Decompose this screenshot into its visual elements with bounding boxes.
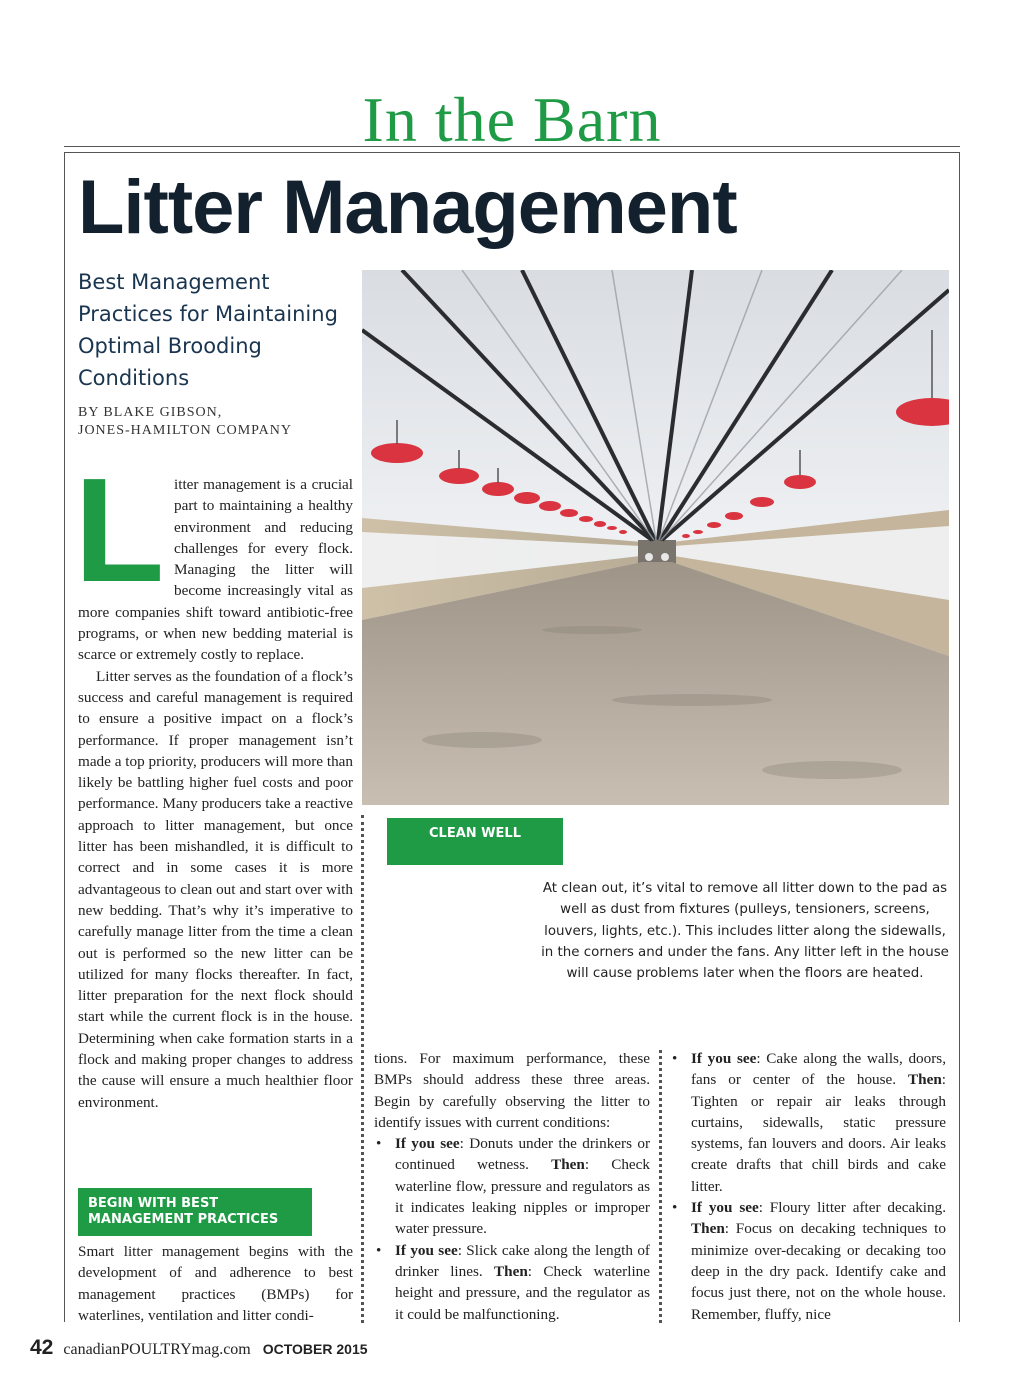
footer-date: OCTOBER 2015 [262,1341,368,1357]
section-heading: In the Barn [362,84,662,155]
intro-paragraph-1: itter management is a crucial part to maintaining a healthy environment and reducing challenges for every flock. Managing the litter will become increasingly vital as more companies shift toward antibiotic-free programs, or when new bedding material is scarce or extremely costly to replace. [78,476,353,664]
bullet-icon: • [376,1241,382,1259]
col3-bullet-list [670,1048,946,1325]
barn-photo-illustration [362,270,949,805]
list-item [670,1048,946,1197]
footer-site: canadianPOULTRYmag.com [63,1341,251,1358]
intro-paragraph-2: Litter serves as the foundation of a flock’s success and careful management is required to ensure a positive impact on a flock’s performance. If proper management isn’t made a top priority, producers will more than likely be battling higher fuel costs and poor performance. Many producers take a reactive approach to litter management, but once litter has been mishandled, it is difficult to correct and in some cases it is more advantageous to clean out and start over with new bedding. That’s why it’s imperative to carefully manage litter from the time a clean out is performed so the new litter can be utilized for many flocks thereafter. In fact, litter preparation for the next flock should start while the current flock is in the house. Determining when cake formation starts in a flock and making proper changes to address the cause will ensure a much healthier floor environment. [78,667,353,1111]
column-divider-left [361,815,364,1323]
bullet-then-text: : Check waterline flow, pressure and regulators as it indicates leaking nipples or improper water pressure. [395,1156,650,1238]
bullet-see-text: : Floury litter after decaking. [758,1199,946,1217]
bullet-then-label: Then [494,1262,528,1280]
bullet-see-label: If you see [691,1199,759,1217]
byline [78,404,368,440]
column-2 [374,1048,650,1325]
column-3 [670,1048,946,1325]
bullet-see-text: : Donuts under the drinkers or continued wetness. [395,1135,650,1174]
bullet-icon: • [672,1199,678,1217]
header-rule [64,146,960,147]
byline-company: JONES-HAMILTON COMPANY [78,423,293,438]
intro-column [74,448,353,1113]
page-footer [30,1336,368,1360]
bullet-then-label: Then [691,1220,725,1238]
bmp-paragraph: Smart litter management begins with the development of and adherence to best management practices (BMPs) for waterlines, ventilation and litter condi- [78,1243,353,1324]
list-item [670,1197,946,1325]
byline-author: BY BLAKE GIBSON, [78,405,223,420]
bullet-then-label: Then [551,1156,585,1174]
article-title: Litter Management [78,165,737,250]
bullet-then-label: Then [908,1071,942,1089]
col2-bullet-list [374,1133,650,1325]
column-divider-right [659,1050,662,1323]
bullet-see-text: : Slick cake along the length of drinker lines. [395,1241,650,1280]
bullet-see-label: If you see [395,1135,460,1153]
bullet-see-text: : Cake along the walls, doors, fans or center of the house. [691,1050,946,1089]
col2-intro: tions. For maximum performance, these BMPs should address these three areas. Begin by carefully observing the litter to identify issues with current conditions: [374,1050,650,1131]
bullet-then-text: : Check waterline height and pressure, and the regulator as it could be malfunctioning. [395,1262,650,1323]
bullet-see-label: If you see [395,1241,458,1259]
callout-text: At clean out, it’s vital to remove all litter down to the pad as well as dust from fixtures (pulleys, tensioners, screens, louvers, lights, etc.). This includes litter along the sidewalls, in the corners and under the fans. Any litter left in the house will cause problems later when the floors are heated. [541,881,949,982]
bullet-then-text: : Focus on decaking techniques to minimize over-decaking or decaking too deep in the dry pack. Identify cake and focus just there, not on the whole house. Remember, fluffy, nice [691,1220,946,1323]
list-item [374,1133,650,1239]
article-subtitle: Best Management Practices for Maintaining Optimal Brooding Conditions [78,270,338,390]
bmp-heading: BEGIN WITH BEST MANAGEMENT PRACTICES [78,1188,312,1236]
bullet-icon: • [376,1135,382,1153]
list-item [374,1240,650,1325]
callout-heading: CLEAN WELL [387,818,563,865]
bullet-see-label: If you see [691,1050,757,1067]
bullet-then-text: : Tighten or repair air leaks through curtains, sidewalls, static pressure systems, fan louvers and doors. Air leaks create drafts that chill birds and cake litter. [691,1071,947,1195]
drop-cap: L [74,448,165,613]
page-number: 42 [30,1336,54,1359]
barn-photo [362,270,949,805]
bullet-icon: • [672,1050,678,1067]
